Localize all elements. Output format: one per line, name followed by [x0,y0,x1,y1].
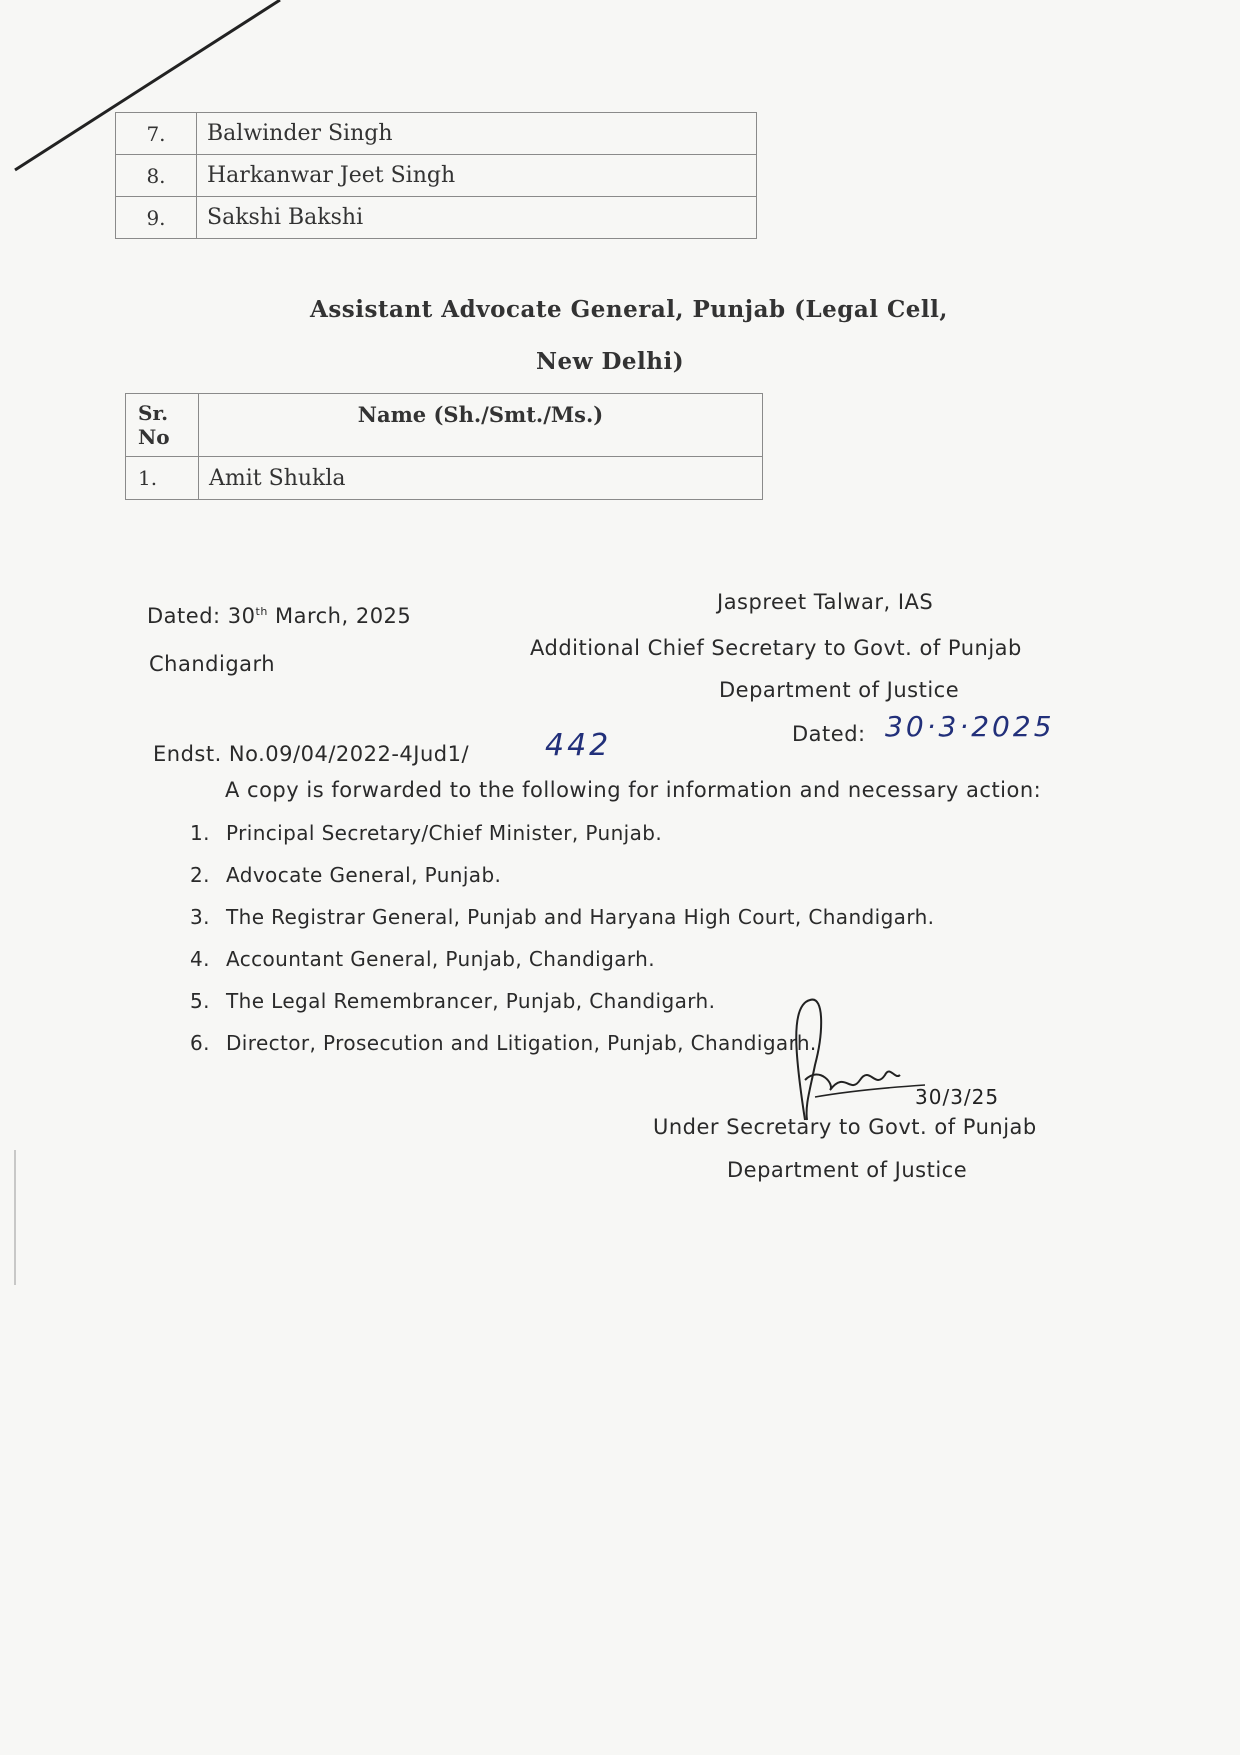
signatory-title: Additional Chief Secretary to Govt. of Punjab [530,636,1022,660]
legal-cell-table [125,393,763,500]
scan-edge-mark [14,1150,16,1285]
recipient-number: 6. [190,1031,210,1055]
under-secretary-title: Under Secretary to Govt. of Punjab [653,1115,1037,1139]
sr-no: 9. [116,197,197,239]
recipient-text: Principal Secretary/Chief Minister, Punjab. [226,821,663,845]
section-heading-line1: Assistant Advocate General, Punjab (Legal Cell, [310,296,948,323]
order-date-suffix: th [255,605,268,618]
recipient-text: The Legal Remembrancer, Punjab, Chandigarh. [226,989,716,1013]
endorsement-date-label: Dated: [792,722,866,746]
sr-no: 1. [126,457,199,500]
recipient-number: 5. [190,989,210,1013]
sr-no: 7. [116,113,197,155]
order-date-label: Dated: 30 [147,604,256,628]
officer-name: Amit Shukla [199,457,763,500]
endorsement-number [153,742,469,766]
list-item [190,860,934,902]
officer-name: Harkanwar Jeet Singh [197,155,757,197]
col-sr-header: Sr. No [126,394,199,457]
officer-name: Sakshi Bakshi [197,197,757,239]
recipient-text: Accountant General, Punjab, Chandigarh. [226,947,655,971]
table-row [116,113,757,155]
table-header-row [126,394,763,457]
table-row [116,155,757,197]
signature-date: 30/3/25 [915,1085,1000,1109]
order-date-rest: March, 2025 [267,604,412,628]
recipient-number: 2. [190,863,210,887]
list-item [190,818,934,860]
order-place: Chandigarh [149,652,276,676]
endorsement-handwritten-date: 30·3·2025 [885,710,1055,743]
table-row [116,197,757,239]
list-item [190,944,934,986]
endorsement-intro: A copy is forwarded to the following for information and necessary action: [225,778,1042,802]
list-item [190,902,934,944]
recipient-text: Advocate General, Punjab. [226,863,502,887]
table-row [126,457,763,500]
section-heading-line2: New Delhi) [536,348,685,375]
signatory-department: Department of Justice [719,678,960,702]
recipient-number: 1. [190,821,210,845]
endorsement-number-text: Endst. No.09/04/2022-4Jud1/ [153,742,470,766]
recipient-text: Director, Prosecution and Litigation, Punjab, Chandigarh. [226,1031,817,1055]
under-secretary-department: Department of Justice [727,1158,968,1182]
recipient-text: The Registrar General, Punjab and Haryana High Court, Chandigarh. [226,905,935,929]
endorsement-handwritten-number: 442 [545,728,612,763]
recipient-number: 3. [190,905,210,929]
signatory-name: Jaspreet Talwar, IAS [717,590,934,614]
officer-table-continued [115,112,757,239]
order-date [147,604,411,628]
officer-name: Balwinder Singh [197,113,757,155]
recipient-number: 4. [190,947,210,971]
sr-no: 8. [116,155,197,197]
col-name-header: Name (Sh./Smt./Ms.) [199,394,763,457]
